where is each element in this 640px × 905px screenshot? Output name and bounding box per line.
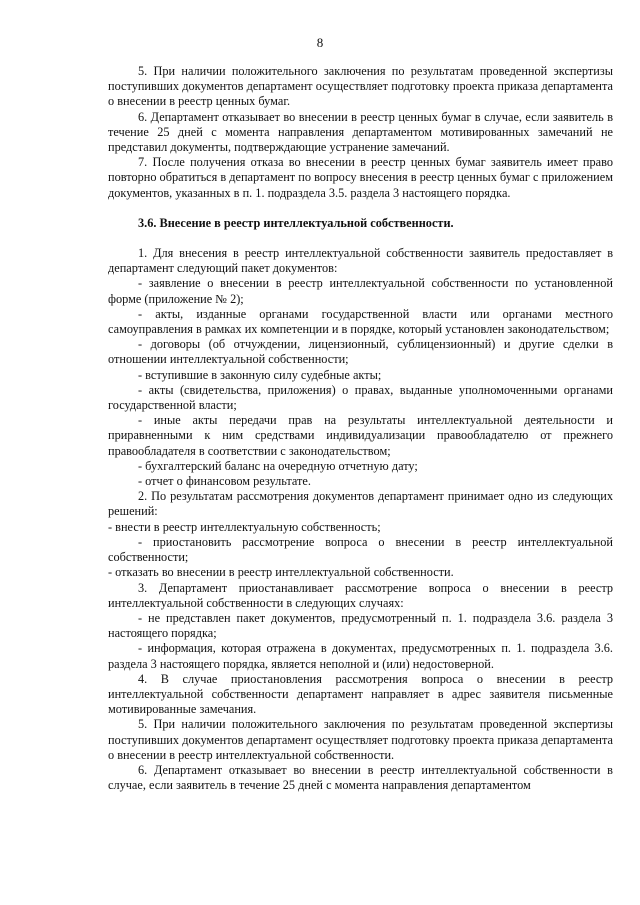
paragraph: 5. При наличии положительного заключения по результатам проведенной экспертизы поступивших документов департамент осуществляет подготовку проекта приказа департамента о внесении в реестр интеллектуальной собственности. <box>108 717 613 762</box>
paragraph: 1. Для внесения в реестр интеллектуальной собственности заявитель предоставляет в департамент следующий пакет документов: <box>108 246 613 276</box>
list-item: - иные акты передачи прав на результаты интеллектуальной деятельности и приравненными к ним средствами индивидуализации правообладателю от прежнего правообладателя в соответствии с законодательством; <box>108 413 613 458</box>
paragraph: 6. Департамент отказывает во внесении в реестр ценных бумаг в случае, если заявитель в течение 25 дней с момента направления департаментом мотивированных замечаний не представил документы, подтверждающие устранение замечаний. <box>108 109 613 155</box>
list-item: - не представлен пакет документов, предусмотренный п. 1. подраздела 3.6. раздела 3 настоящего порядка; <box>108 610 613 641</box>
document-body <box>108 64 613 793</box>
list-item: - бухгалтерский баланс на очередную отчетную дату; <box>138 458 418 473</box>
list-item: - акты, изданные органами государственной власти или органами местного самоуправления в рамках их компетенции и в порядке, который установлен законодательством; <box>108 306 613 337</box>
paragraph: 3. Департамент приостанавливает рассмотрение вопроса о внесении в реестр интеллектуальной собственности в следующих случаях: <box>108 580 613 610</box>
section-heading: 3.6. Внесение в реестр интеллектуальной собственности. <box>138 215 454 230</box>
paragraph: 2. По результатам рассмотрения документов департамент принимает одно из следующих решений: <box>108 489 613 519</box>
list-item: - акты (свидетельства, приложения) о правах, выданные уполномоченными органами государственной власти; <box>108 382 613 413</box>
list-item: - вступившие в законную силу судебные акты; <box>138 367 382 382</box>
list-item: - отчет о финансовом результате. <box>138 474 311 489</box>
list-item: - внести в реестр интеллектуальную собственность; <box>108 519 381 534</box>
list-item: - договоры (об отчуждении, лицензионный, сублицензионный) и другие сделки в отношении интеллектуальной собственности; <box>108 337 613 367</box>
paragraph: 7. После получения отказа во внесении в реестр ценных бумаг заявитель имеет право повторно обратиться в департамент по вопросу внесения в реестр ценных бумаг с приложением документов, указанных в п. 1. подраздела 3.5. раздела 3 настоящего порядка. <box>108 155 613 200</box>
list-item: - заявление о внесении в реестр интеллектуальной собственности по установленной форме (приложение № 2); <box>108 276 613 306</box>
list-item: - приостановить рассмотрение вопроса о внесении в реестр интеллектуальной собственности; <box>108 534 613 565</box>
spacer <box>108 231 613 246</box>
list-item: - информация, которая отражена в документах, предусмотренных п. 1. подраздела 3.6. раздела 3 настоящего порядка, является неполной и (или) недостоверной. <box>108 641 613 671</box>
paragraph: 5. При наличии положительного заключения по результатам проведенной экспертизы поступивших документов департамент осуществляет подготовку проекта приказа департамента о внесении в реестр ценных бумаг. <box>108 64 613 109</box>
page-number: 8 <box>316 35 324 50</box>
list-item: - отказать во внесении в реестр интеллектуальной собственности. <box>108 565 454 580</box>
paragraph: 6. Департамент отказывает во внесении в реестр интеллектуальной собственности в случае, если заявитель в течение 25 дней с момента направления департаментом <box>108 762 613 793</box>
paragraph: 4. В случае приостановления рассмотрения вопроса о внесении в реестр интеллектуальной собственности департамент направляет в адрес заявителя письменные мотивированные замечания. <box>108 671 613 717</box>
spacer <box>108 201 613 216</box>
